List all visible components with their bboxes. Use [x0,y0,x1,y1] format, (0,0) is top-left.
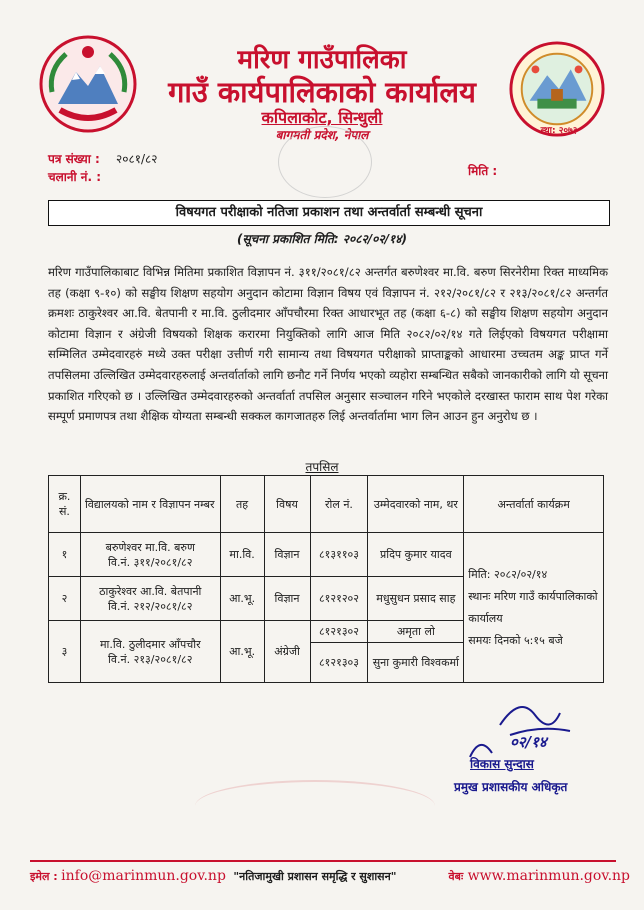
subject-text: विषयगत परीक्षाको नतिजा प्रकाशन तथा अन्तर्वार्ता सम्बन्धी सूचना [175,205,483,220]
row-candidate: प्रदिप कुमार यादव [368,533,464,577]
office-location: कपिलाकोट, सिन्धुली [261,108,383,127]
row-sn: ३ [49,621,81,683]
row-roll: ८१२१२०२ [310,577,368,621]
row-roll: ८१२१३०२ [310,621,368,643]
website [449,868,630,884]
signatory-name: विकास सुन्दास [470,757,534,771]
header-sn: क्र. सं. [49,476,81,533]
faded-stamp [195,780,435,832]
header-interview: अन्तर्वार्ता कार्यक्रम [464,476,604,533]
row-sn: २ [49,577,81,621]
table-row [49,533,604,577]
candidate-table [48,475,604,683]
adv-no: वि.नं. २१३/२०८१/८२ [108,652,193,666]
website-link[interactable]: www.marinmun.gov.np [467,868,630,884]
letter-no-value: २०८१/८२ [116,152,158,166]
row-sn: १ [49,533,81,577]
slogan: "नतिजामुखी प्रशासन समृद्धि र सुशासन" [233,870,397,883]
row-roll: ८१२१३०३ [310,643,368,683]
row-subject: अंग्रेजी [264,621,310,683]
signature-date: ०२/१४ [510,733,547,751]
row-subject: विज्ञान [264,577,310,621]
table-title: तपसिल [305,460,339,474]
email-link[interactable]: info@marinmun.gov.np [61,868,226,884]
row-level: आ.भू. [220,621,264,683]
row-subject: विज्ञान [264,533,310,577]
signatory-title: प्रमुख प्रशासकीय अधिकृत [454,780,568,794]
header-subject: विषय [264,476,310,533]
row-candidate: सुना कुमारी विश्वकर्मा [368,643,464,683]
municipality-logo-est: स्था: २०७३ [540,126,578,136]
web-label: वेबः [448,870,464,883]
row-roll: ८१३११०३ [310,533,368,577]
dispatch-no-label: चलानी नं. : [48,170,102,184]
office-province: बागमती प्रदेश, नेपाल [275,128,369,142]
row-level: आ.भू. [220,577,264,621]
date-label: मिति : [468,164,498,178]
office-stamp [278,126,372,198]
header-roll: रोल नं. [310,476,368,533]
row-school [80,621,220,683]
school-name: ठाकुरेश्वर आ.वि. बेतपानी [99,584,202,598]
row-candidate: मधुसुधन प्रसाद साह [368,577,464,621]
letter-no-label: पत्र संख्या : [48,152,100,166]
published-date: (सूचना प्रकाशित मिति: २०८२/०२/१४) [237,232,407,246]
header-school: विद्यालयको नाम र विज्ञापन नम्बर [80,476,220,533]
school-name: बरुणेश्वर मा.वि. बरुण [105,540,195,554]
interview-date: मिति: २०८२/०२/१४ [468,567,548,581]
row-candidate: अमृता लो [368,621,464,643]
header-level: तह [220,476,264,533]
subject-box [48,200,610,226]
footer-divider [30,860,616,862]
interview-schedule [464,533,604,683]
row-level: मा.वि. [220,533,264,577]
notice-body: मरिण गाउँपालिकाबाट विभिन्न मितिमा प्रकाशित विज्ञापन नं. ३११/२०८१/८२ अन्तर्गत बरुणेश्वर मा.वि. बरुण सिरनेरीमा रिक्त माध्यमिक तह (कक्षा ९-१०) को सङ्घीय शिक्षण सहयोग अनुदान कोटामा विज्ञान विषय एवं विज्ञापन नं. २१२/२०८१/८२ र २१३/२०८१/८२ अन्तर्गत क्रमशः ठाकुरेश्वर आ.वि. बेतपानी र मा.वि. ठुलीदमार आँपचौरमा रिक्त आधारभूत तह (कक्षा ६-८) को सङ्घीय शिक्षण सहयोग अनुदान कोटामा विज्ञान र अंग्रेजी विषयको शिक्षक करारमा नियुक्तिको लागि आज मिति २०८२/०२/१४ गते लिईएको विषयगत परीक्षामा सम्मिलित उम्मेदवारहरुं मध्ये उक्त परीक्षा उत्तीर्ण गरी सामान्य तथा विषयगत परीक्षाको प्राप्ताङ्कको आधारमा उच्चतम अङ्क प्राप्त गर्ने तपसिलमा उल्लिखित उम्मेदवारहरुलाई अन्तर्वार्ताको लागि छनौट गर्ने निर्णय भएको व्यहोरा सम्बन्धित सबैको जानकारीको लागि यो सूचना प्रकाशित गरिएको छ । उल्लिखित उम्मेदवारहरुको अन्तर्वार्ता तपसिल अनुसार सञ्चालन गरिने भएकोले दरखास्त फाराम साथ पेश गरेका सम्पूर्ण प्रमाणपत्र तथा शैक्षिक योग्यता सम्बन्धी सक्कल कागजातहरु लिई अन्तर्वार्तामा भाग लिन आउन हुन अनुरोध छ । [48,265,609,424]
interview-place: स्थानः मरिण गाउँ कार्यपालिकाको कार्यालय [468,589,598,625]
table-header-row [49,476,604,533]
school-name: मा.वि. ठुलीदमार आँपचौर [99,637,201,651]
header-name: उम्मेदवारको नाम, थर [368,476,464,533]
municipality-name: मरिण गाउँपालिका [237,45,407,75]
office-name: गाउँ कार्यपालिकाको कार्यालय [168,75,476,109]
adv-no: वि.नं. ३११/२०८१/८२ [108,555,193,569]
row-school [80,577,220,621]
footer [30,868,630,884]
adv-no: वि.नं. २१२/२०८१/८२ [108,599,193,613]
row-school [80,533,220,577]
interview-time: समयः दिनको ५:१५ बजे [468,633,563,647]
email-label: इमेल : [30,870,58,883]
